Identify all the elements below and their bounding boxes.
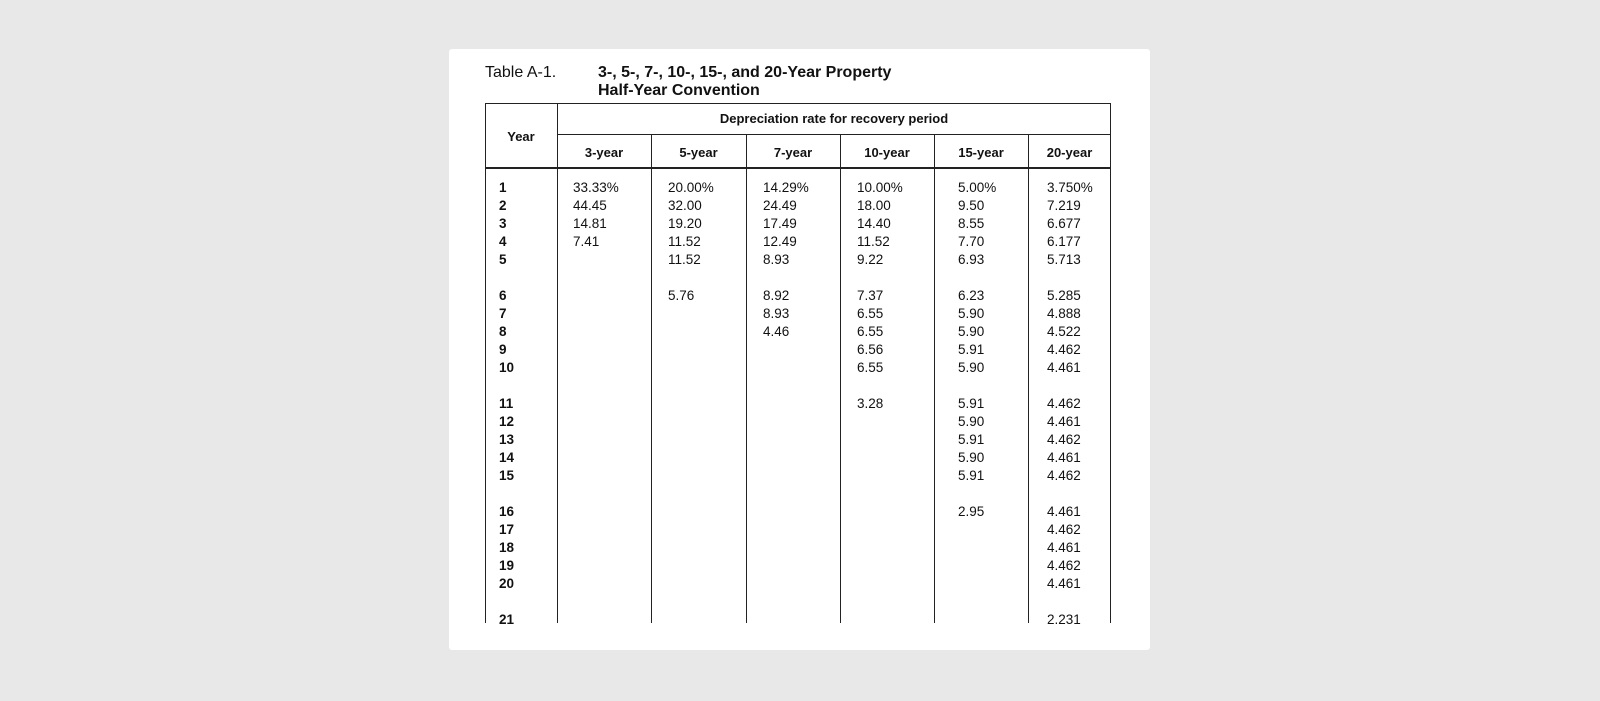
table-cell: 10 — [499, 360, 515, 375]
table-cell: 19 — [499, 558, 515, 573]
table-cell: 20.00% — [668, 180, 714, 195]
header-bottom-rule — [485, 167, 1111, 169]
table-cell: 19.20 — [668, 216, 702, 231]
table-cell: 9.22 — [857, 252, 884, 267]
col-divider — [1028, 134, 1029, 623]
table-cell: 5.90 — [958, 360, 985, 375]
table-cell: 4.462 — [1047, 468, 1081, 483]
table-border-top — [485, 103, 1111, 104]
col-header-15-year: 15-year — [958, 145, 1004, 160]
table-cell: 4.522 — [1047, 324, 1081, 339]
table-cell: 4.461 — [1047, 504, 1081, 519]
table-border-left — [485, 103, 486, 623]
table-cell: 7.37 — [857, 288, 884, 303]
table-cell: 6.677 — [1047, 216, 1081, 231]
table-cell: 16 — [499, 504, 515, 519]
table-cell: 4.461 — [1047, 576, 1081, 591]
table-cell: 8 — [499, 324, 507, 339]
table-cell: 14.40 — [857, 216, 891, 231]
table-cell: 4.462 — [1047, 396, 1081, 411]
table-cell: 11.52 — [668, 252, 701, 267]
table-cell: 33.33% — [573, 180, 619, 195]
table-cell: 11.52 — [668, 234, 701, 249]
table-cell: 5.76 — [668, 288, 695, 303]
table-cell: 3.28 — [857, 396, 884, 411]
rate-column-5-year — [668, 179, 714, 305]
table-cell: 5.91 — [958, 468, 985, 483]
table-cell: 44.45 — [573, 198, 607, 213]
table-border-right — [1110, 103, 1111, 623]
table-cell: 4.462 — [1047, 432, 1081, 447]
table-cell: 8.55 — [958, 216, 985, 231]
table-cell: 5.90 — [958, 324, 985, 339]
table-cell: 5 — [499, 252, 507, 267]
table-cell: 7 — [499, 306, 507, 321]
col-header-10-year: 10-year — [864, 145, 910, 160]
table-cell: 21 — [499, 612, 515, 627]
table-cell: 4.462 — [1047, 342, 1081, 357]
col-header-3-year: 3-year — [584, 145, 624, 160]
table-cell: 6.93 — [958, 252, 985, 267]
rate-column-3-year — [573, 179, 619, 251]
table-cell: 8.93 — [763, 252, 790, 267]
table-cell: 14 — [499, 450, 515, 465]
table-cell: 5.00% — [958, 180, 997, 195]
table-cell: 4.462 — [1047, 558, 1081, 573]
table-cell: 7.41 — [573, 234, 600, 249]
table-cell: 6.55 — [857, 306, 884, 321]
table-cell: 3 — [499, 216, 507, 231]
table-cell: 6.23 — [958, 288, 985, 303]
col-divider — [557, 103, 558, 623]
table-cell: 5.90 — [958, 306, 985, 321]
table-cell: 14.29% — [763, 180, 809, 195]
table-cell: 17 — [499, 522, 515, 537]
table-cell: 8.92 — [763, 288, 790, 303]
table-cell: 4.462 — [1047, 522, 1081, 537]
table-cell: 5.91 — [958, 396, 985, 411]
table-cell: 14.81 — [573, 216, 607, 231]
col-divider — [651, 134, 652, 623]
col-divider — [746, 134, 747, 623]
table-cell: 10.00% — [857, 180, 903, 195]
col-header-20-year: 20-year — [1046, 145, 1093, 160]
table-cell: 6.55 — [857, 360, 884, 375]
year-header: Year — [507, 129, 535, 144]
table-subtitle: Half-Year Convention — [598, 82, 760, 99]
table-cell: 4 — [499, 234, 507, 249]
col-divider — [840, 134, 841, 623]
table-cell: 2.95 — [958, 504, 985, 519]
table-cell: 13 — [499, 432, 515, 447]
table-cell: 1 — [499, 180, 507, 195]
table-cell: 5.90 — [958, 450, 985, 465]
table-cell: 6.55 — [857, 324, 884, 339]
group-header: Depreciation rate for recovery period — [719, 111, 949, 126]
table-cell: 7.219 — [1047, 198, 1081, 213]
table-cell: 5.713 — [1047, 252, 1081, 267]
table-cell: 20 — [499, 576, 515, 591]
document-page — [449, 49, 1150, 650]
table-cell: 5.91 — [958, 432, 985, 447]
table-cell: 8.93 — [763, 306, 790, 321]
col-header-5-year: 5-year — [679, 145, 718, 160]
table-cell: 18 — [499, 540, 515, 555]
table-cell: 9.50 — [958, 198, 985, 213]
col-divider — [934, 134, 935, 623]
table-cell: 4.461 — [1047, 450, 1081, 465]
table-cell: 5.90 — [958, 414, 985, 429]
table-cell: 4.461 — [1047, 540, 1081, 555]
table-cell: 12 — [499, 414, 515, 429]
table-cell: 4.461 — [1047, 414, 1081, 429]
table-cell: 6 — [499, 288, 507, 303]
table-cell: 5.91 — [958, 342, 985, 357]
table-cell: 7.70 — [958, 234, 985, 249]
rate-column-15-year — [958, 179, 996, 521]
rate-column-7-year — [763, 179, 809, 341]
table-cell: 6.177 — [1047, 234, 1081, 249]
table-cell: 24.49 — [763, 198, 797, 213]
table-cell: 12.49 — [763, 234, 797, 249]
table-cell: 17.49 — [763, 216, 797, 231]
table-title: 3-, 5-, 7-, 10-, 15-, and 20-Year Property — [598, 64, 892, 81]
table-cell: 5.285 — [1047, 288, 1081, 303]
rate-column-10-year — [857, 179, 903, 413]
table-cell: 18.00 — [857, 198, 891, 213]
table-label: Table A-1. — [485, 64, 557, 81]
table-cell: 15 — [499, 468, 515, 483]
col-header-7-year: 7-year — [773, 145, 813, 160]
table-cell: 11 — [499, 396, 514, 411]
depreciation-table — [485, 103, 1111, 635]
table-cell: 2.231 — [1047, 612, 1081, 627]
table-cell: 4.461 — [1047, 360, 1081, 375]
table-cell: 9 — [499, 342, 507, 357]
table-cell: 6.56 — [857, 342, 884, 357]
rate-column-20-year — [1047, 179, 1093, 629]
table-cell: 11.52 — [857, 234, 890, 249]
table-cell: 2 — [499, 198, 507, 213]
table-cell: 32.00 — [668, 198, 702, 213]
table-cell: 4.46 — [763, 324, 790, 339]
table-cell: 3.750% — [1047, 180, 1093, 195]
table-cell: 4.888 — [1047, 306, 1081, 321]
year-column — [499, 179, 514, 629]
